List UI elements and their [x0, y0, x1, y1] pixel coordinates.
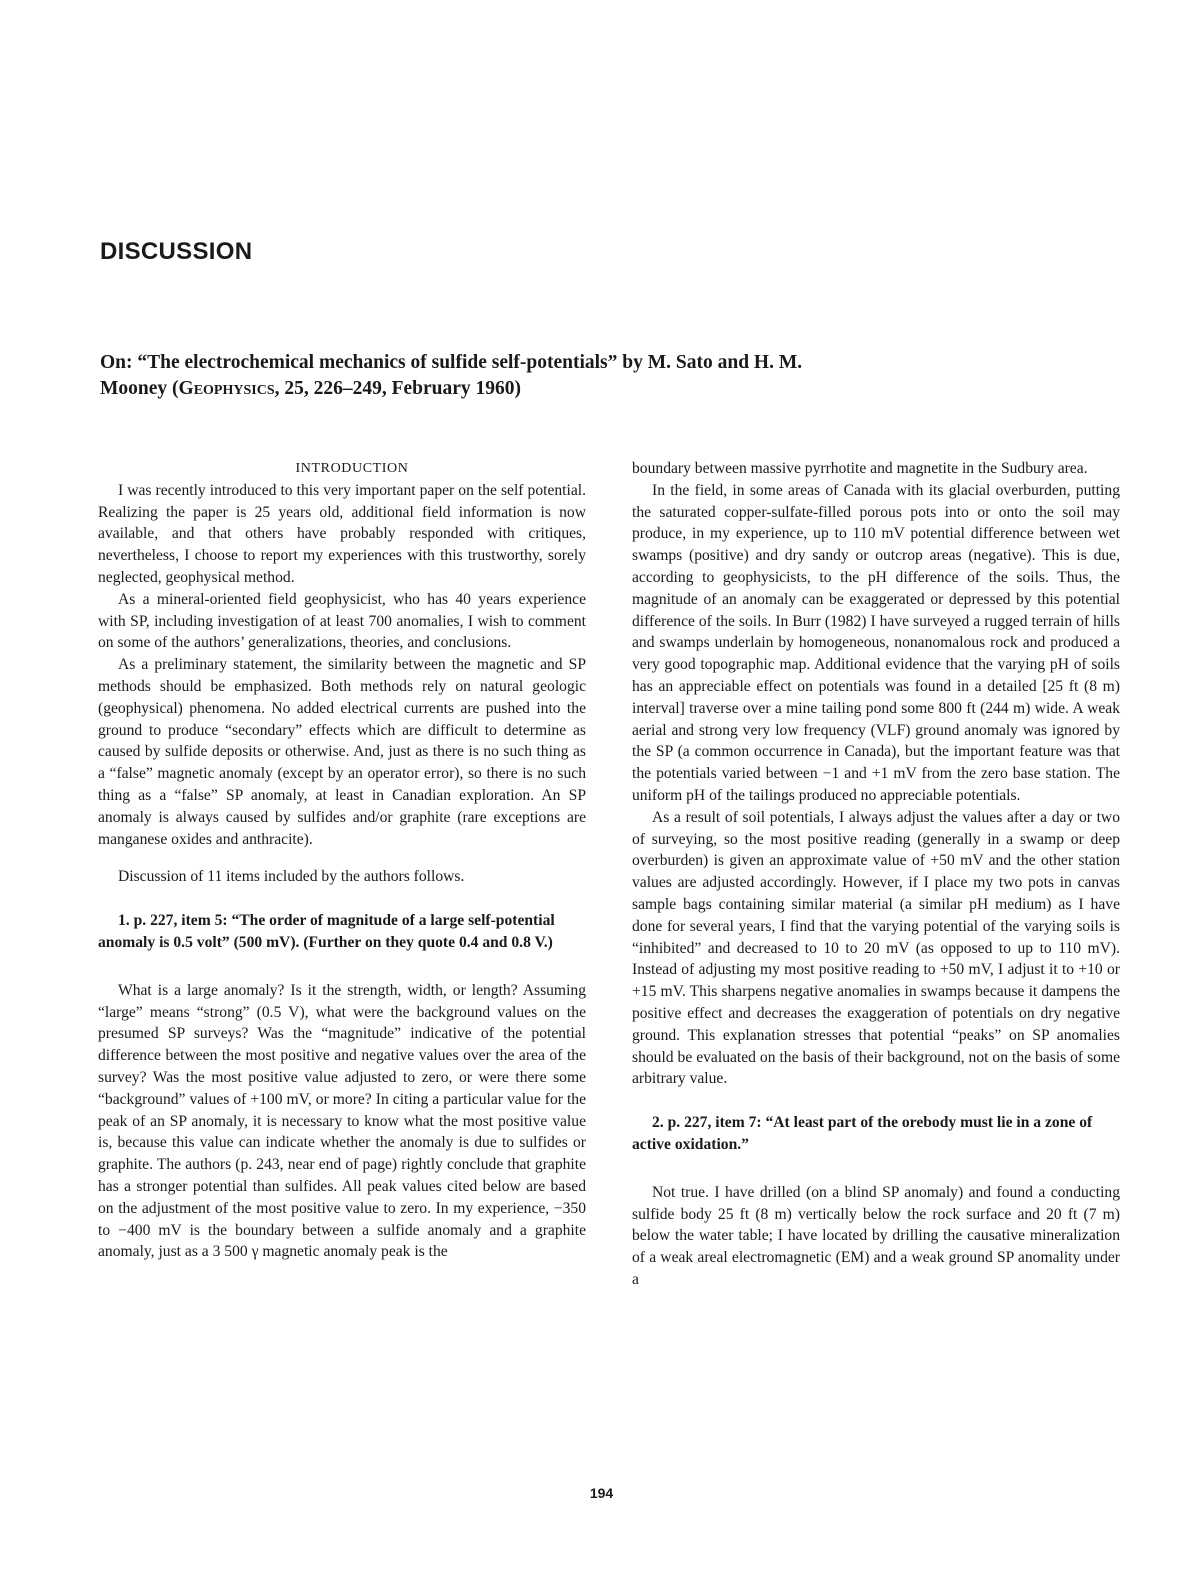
journal-name: Geophysics [178, 378, 275, 399]
left-column [98, 458, 586, 1263]
title-prefix: On: “The electrochemical mechanics of sulfide self-potentials” by M. Sato and H. M. Mooney ( [100, 352, 803, 399]
discussion-title [100, 350, 860, 402]
right-paragraph-1: In the field, in some areas of Canada with its glacial overburden, putting the saturated copper-sulfate-filled porous pots into or onto the soil may produce, in my experience, up to 110 mV potential difference between wet swamps (positive) and dry sandy or outcrop areas (negative). This is due, according to geophysicists, to the pH difference of the soils. Thus, the magnitude of an anomaly can be exaggerated or depressed by this potential difference of the soils. In Burr (1982) I have surveyed a rugged terrain of hills and swamps underlain by homogeneous, nonanomalous rock and produced a very good topographic map. Additional evidence that the varying pH of soils has an appreciable effect on potentials was found in a detailed [25 ft (8 m) interval] traverse over a mine tailing pond some 800 ft (244 m) wide. A weak aerial and strong very low frequency (VLF) ground anomaly was ignored by the SP (a common occurrence in Canada), but the important feature was that the potentials varied between −1 and +1 mV from the zero base station. The uniform pH of the tailings produced no appreciable potentials. [632, 481, 1120, 804]
intro-paragraph-1: I was recently introduced to this very important paper on the self potential. Realizing the paper is 25 years old, additional field information is now available, and that others have probably responded with critiques, nevertheless, I choose to report my experiences with this trustworthy, sorely neglected, geophysical method. [98, 481, 586, 586]
item-1-paragraph: What is a large anomaly? Is it the strength, width, or length? Assuming “large” means “strong” (0.5 V), what were the background values on the presumed SP surveys? Was the “magnitude” indicative of the potential difference between the most positive and negative values over the area of the survey? Was the most positive value adjusted to zero, or were there some “background” values of +100 mV, or more? In citing a particular value for the peak of an SP anomaly, it is necessary to know what the most positive value is, because this value can indicate whether the anomaly is due to sulfides or graphite. The authors (p. 243, near end of page) rightly conclude that graphite has a stronger potential than sulfides. All peak values cited below are based on the adjustment of the most positive value to zero. In my experience, −350 to −400 mV is the boundary between a sulfide anomaly and a graphite anomaly, just as a 3 500 γ magnetic anomaly peak is the [98, 981, 586, 1261]
item-2-heading: 2. p. 227, item 7: “At least part of the orebody must lie in a zone of active oxidation.” [632, 1114, 1093, 1153]
intro-paragraph-2: As a mineral-oriented field geophysicist, who has 40 years experience with SP, including investigation of at least 700 anomalies, I wish to comment on some of the authors’ generalizations, theories, and conclusions. [98, 590, 586, 652]
introduction-heading: INTRODUCTION [295, 461, 409, 476]
continuation-text: boundary between massive pyrrhotite and magnetite in the Sudbury area. [632, 460, 1088, 477]
right-paragraph-2: As a result of soil potentials, I always adjust the values after a day or two of surveying, so the most positive reading (generally in a swamp or deep overburden) is given an approximate value of +50 mV and the other station values are adjusted accordingly. However, if I place my two pots in canvas sample bags containing similar material (a similar pH medium) as I have done for several years, I find that the varying potential of the varying soils is “inhibited” and decreased to 10 to 20 mV (as opposed to up to 110 mV). Instead of adjusting my most positive reading to +50 mV, I adjust it to +10 or +15 mV. This sharpens negative anomalies in swamps because it dampens the positive effect and decreases the exaggeration of potentials on dry negative ground. This explanation stresses that potential “peaks” on SP anomalies should be evaluated on the basis of their background, not on the basis of some arbitrary value. [632, 808, 1120, 1088]
right-column [632, 458, 1120, 1291]
section-heading: DISCUSSION [100, 238, 253, 265]
item-2-paragraph: Not true. I have drilled (on a blind SP anomaly) and found a conducting sulfide body 25 ft (8 m) vertically below the rock surface and 20 ft (7 m) below the water table; I have located by drilling the causative mineralization of a weak areal electromagnetic (EM) and a weak ground SP anomality under a [632, 1183, 1120, 1288]
item-1-heading: 1. p. 227, item 5: “The order of magnitude of a large self-potential anomaly is 0.5 volt” (500 mV). (Further on they quote 0.4 and 0.8 V.) [98, 912, 555, 951]
intro-paragraph-4: Discussion of 11 items included by the authors follows. [118, 868, 465, 886]
page-number: 194 [589, 1485, 614, 1501]
title-suffix: , 25, 226–249, February 1960) [274, 378, 522, 399]
intro-paragraph-3: As a preliminary statement, the similarity between the magnetic and SP methods should be emphasized. Both methods rely on natural geologic (geophysical) phenomena. No added electrical currents are pushed into the ground to produce “secondary” effects which are difficult to determine as caused by sulfide deposits or otherwise. And, just as there is no such thing as a “false” magnetic anomaly (except by an operator error), so there is no such thing as a “false” SP anomaly, at least in Canadian exploration. An SP anomaly is always caused by sulfides and/or graphite (rare exceptions are manganese oxides and anthracite). [98, 656, 586, 848]
